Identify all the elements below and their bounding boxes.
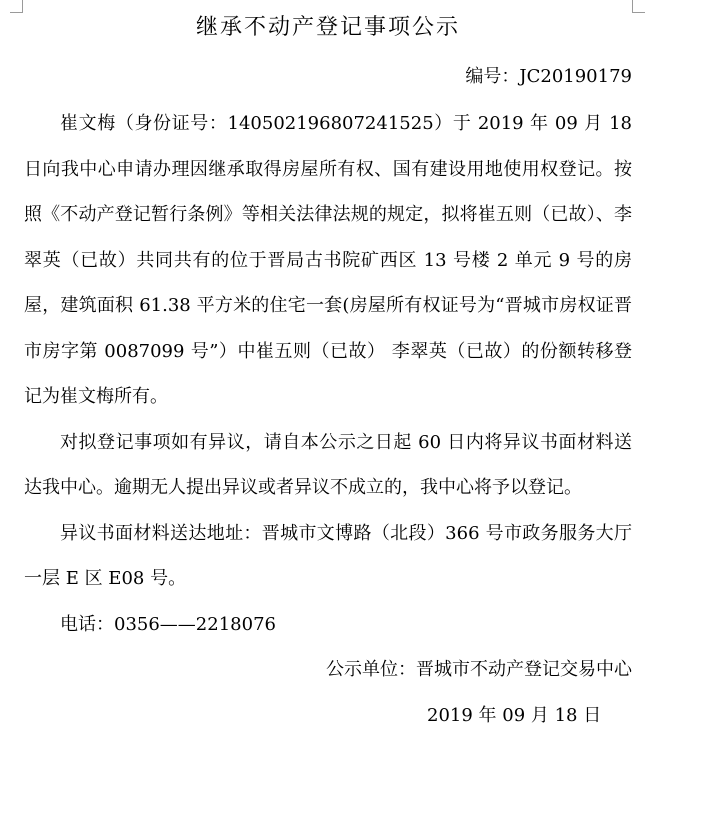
- paragraph-address: 异议书面材料送达地址：晋城市文博路（北段）366 号市政务服务大厅一层 E 区 E08 号。: [24, 522, 632, 589]
- page-corner-marker-left: [10, 0, 23, 13]
- publisher-line: 公示单位：晋城市不动产登记交易中心: [326, 659, 632, 680]
- document-number: 编号：JC20190179: [465, 66, 632, 87]
- paragraph-phone: 电话：0356——2218076: [60, 613, 276, 635]
- document-title: 继承不动产登记事项公示: [195, 15, 460, 40]
- date-line: 2019 年 09 月 18 日: [427, 704, 602, 726]
- page-corner-marker-right: [632, 0, 645, 13]
- document-page: [24, 0, 632, 738]
- paragraph-objection: 对拟登记事项如有异议，请自本公示之日起 60 日内将异议书面材料送达我中心。逾期无人提出异议或者异议不成立的，我中心将予以登记。: [24, 431, 632, 498]
- paragraph-application: 崔文梅（身份证号：140502196807241525）于 2019 年 09 月 18 日向我中心申请办理因继承取得房屋所有权、国有建设用地使用权登记。按照《不动产登记暂行条例》等相关法律法规的规定，拟将崔五则（已故）、李翠英（已故）共同共有的位于晋局古书院矿西区 13 号楼 2 单元 9 号的房屋，建筑面积 61.38 平方米的住宅一套(房屋所有权证号为“晋城市房权证晋市房字第 0087099 号”）中崔五则（已故） 李翠英（已故）的份额转移登记为崔文梅所有。: [24, 113, 632, 407]
